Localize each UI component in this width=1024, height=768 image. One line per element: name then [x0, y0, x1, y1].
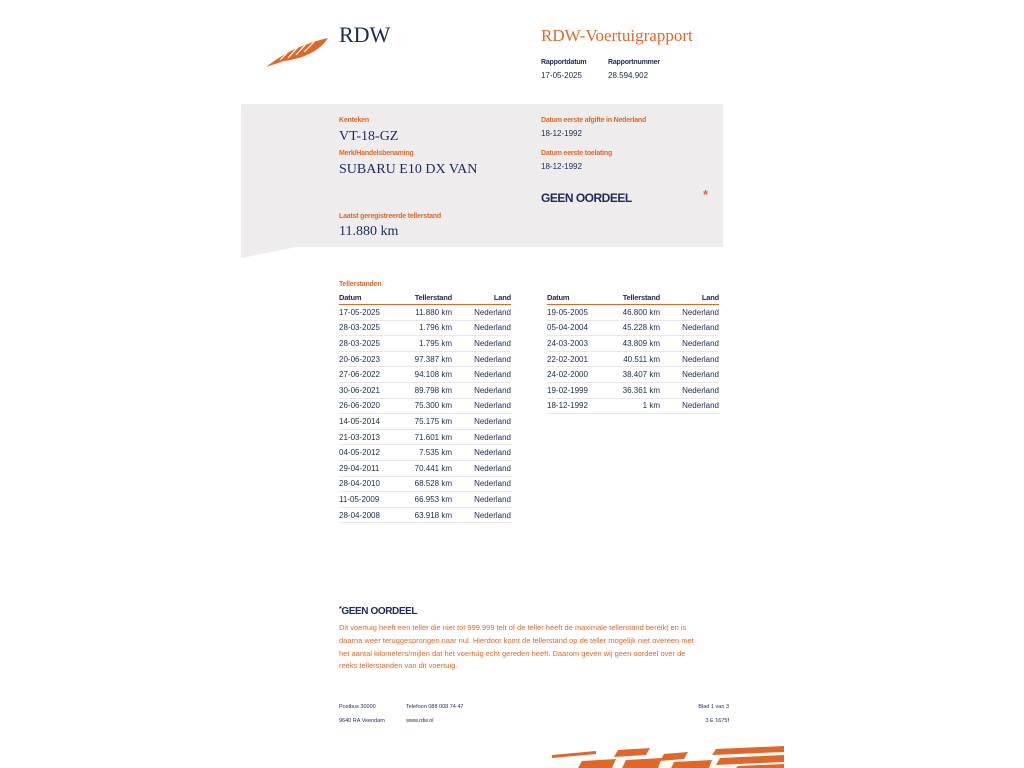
report-date-label: Rapportdatum — [541, 59, 587, 66]
table-header-row — [339, 293, 511, 305]
footer-phone: Telefoon 088 008 74 47 — [406, 704, 464, 710]
cell-reading: 46.800 km — [617, 305, 660, 321]
first-nl-value: 18-12-1992 — [541, 129, 582, 138]
cell-country: Nederland — [452, 351, 511, 367]
cell-reading: 1 km — [617, 398, 660, 414]
cell-date: 04-05-2012 — [339, 445, 409, 461]
cell-date: 20-06-2023 — [339, 351, 409, 367]
cell-reading: 1.795 km — [409, 336, 452, 352]
table-row — [339, 445, 511, 461]
make-label: Merk/Handelsbenaming — [339, 150, 414, 157]
cell-reading: 40.511 km — [617, 351, 660, 367]
first-admission-value: 18-12-1992 — [541, 162, 582, 171]
cell-reading: 75.175 km — [409, 414, 452, 430]
table-row — [339, 476, 511, 492]
cell-reading: 63.918 km — [409, 507, 452, 523]
cell-country: Nederland — [452, 414, 511, 430]
cell-country: Nederland — [660, 382, 719, 398]
first-admission-label: Datum eerste toelating — [541, 150, 613, 157]
first-nl-label: Datum eerste afgifte in Nederland — [541, 117, 647, 124]
plate-label: Kenteken — [339, 117, 369, 124]
footer-page: Blad 1 van 3 — [698, 704, 729, 710]
cell-reading: 38.407 km — [617, 367, 660, 383]
cell-country: Nederland — [452, 367, 511, 383]
cell-country: Nederland — [660, 398, 719, 414]
cell-date: 19-05-2005 — [547, 305, 617, 321]
cell-reading: 97.387 km — [409, 351, 452, 367]
cell-country: Nederland — [660, 336, 719, 352]
cell-date: 14-05-2014 — [339, 414, 409, 430]
cell-country: Nederland — [452, 398, 511, 414]
table-row — [547, 351, 719, 367]
table-row — [339, 398, 511, 414]
cell-reading: 68.528 km — [409, 476, 452, 492]
report-date-value: 17-05-2025 — [541, 71, 582, 80]
vehicle-summary-panel — [241, 104, 723, 247]
cell-reading: 1.796 km — [409, 320, 452, 336]
header-reading: Tellerstand — [617, 293, 660, 305]
cell-country: Nederland — [660, 305, 719, 321]
header-country: Land — [660, 293, 719, 305]
table-row — [339, 492, 511, 508]
report-title: RDW-Voertuigrapport — [541, 26, 693, 45]
cell-date: 28-04-2008 — [339, 507, 409, 523]
rdw-feather-logo-icon — [264, 34, 330, 70]
cell-reading: 66.953 km — [409, 492, 452, 508]
cell-date: 30-06-2021 — [339, 382, 409, 398]
cell-date: 19-02-1999 — [547, 382, 617, 398]
cell-country: Nederland — [452, 460, 511, 476]
panel-notch — [241, 246, 301, 258]
table-row — [547, 367, 719, 383]
cell-reading: 45.228 km — [617, 320, 660, 336]
header-country: Land — [452, 293, 511, 305]
cell-date: 26-06-2020 — [339, 398, 409, 414]
table-row — [339, 429, 511, 445]
note-title: GEEN OORDEEL — [341, 606, 418, 617]
cell-date: 21-03-2013 — [339, 429, 409, 445]
cell-reading: 75.300 km — [409, 398, 452, 414]
cell-country: Nederland — [452, 320, 511, 336]
cell-country: Nederland — [660, 320, 719, 336]
table-row — [339, 336, 511, 352]
cell-reading: 71.601 km — [409, 429, 452, 445]
plate-value: VT-18-GZ — [339, 129, 399, 144]
table-header-row — [547, 293, 719, 305]
cell-country: Nederland — [660, 351, 719, 367]
footer-code: 3 E 1675f — [705, 718, 729, 724]
cell-country: Nederland — [452, 336, 511, 352]
header-reading: Tellerstand — [409, 293, 452, 305]
odometer-value: 11.880 km — [339, 224, 399, 239]
cell-country: Nederland — [452, 476, 511, 492]
note-body — [339, 622, 694, 673]
verdict-text: GEEN OORDEEL — [541, 191, 632, 205]
table-row — [547, 305, 719, 321]
footer-address-line2: 9640 RA Veendam — [339, 718, 385, 724]
readings-table-left — [339, 293, 511, 523]
brand-name: RDW — [339, 22, 391, 47]
table-row — [547, 320, 719, 336]
cell-country: Nederland — [452, 507, 511, 523]
cell-country: Nederland — [452, 445, 511, 461]
cell-country: Nederland — [452, 492, 511, 508]
table-row — [339, 320, 511, 336]
readings-section-title: Tellerstanden — [339, 281, 382, 288]
cell-reading: 70.441 km — [409, 460, 452, 476]
note-line: daarna weer teruggesprongen naar nul. Hierdoor komt de tellerstand op de teller mogelijk niet overeen met — [339, 635, 694, 645]
odometer-label: Laatst geregistreerde tellerstand — [339, 213, 441, 220]
cell-date: 17-05-2025 — [339, 305, 409, 321]
cell-date: 29-04-2011 — [339, 460, 409, 476]
note-line: het aantal kilometers/mijlen dat het voertuig echt gereden heeft. Daarom geven wij geen oordeel over de — [339, 648, 686, 658]
cell-date: 05-04-2004 — [547, 320, 617, 336]
cell-date: 27-06-2022 — [339, 367, 409, 383]
footer-website: www.rdw.nl — [406, 718, 434, 724]
cell-country: Nederland — [452, 382, 511, 398]
cell-date: 28-04-2010 — [339, 476, 409, 492]
report-number-label: Rapportnummer — [608, 59, 660, 66]
cell-reading: 36.361 km — [617, 382, 660, 398]
cell-date: 11-05-2009 — [339, 492, 409, 508]
cell-country: Nederland — [452, 429, 511, 445]
header-date: Datum — [339, 293, 409, 305]
verdict-asterisk: * — [703, 187, 709, 202]
cell-date: 24-02-2000 — [547, 367, 617, 383]
cell-date: 28-03-2025 — [339, 336, 409, 352]
note-line: Dit voertuig heeft een teller die niet tot 999.999 telt of de teller heeft de maximale tellerstand bereikt en is — [339, 623, 687, 632]
cell-country: Nederland — [660, 367, 719, 383]
cell-date: 22-02-2001 — [547, 351, 617, 367]
table-row — [339, 460, 511, 476]
note-heading — [339, 606, 417, 617]
make-value: SUBARU E10 DX VAN — [339, 162, 478, 177]
readings-table-right — [547, 293, 719, 414]
table-row — [339, 507, 511, 523]
table-row — [547, 398, 719, 414]
footer-address-line1: Postbus 30000 — [339, 704, 376, 710]
cell-country: Nederland — [452, 305, 511, 321]
table-row — [339, 382, 511, 398]
header-date: Datum — [547, 293, 617, 305]
decorative-stripes-graphic-icon — [552, 746, 784, 768]
table-row — [339, 414, 511, 430]
note-line: reeks tellerstanden van dit voertuig. — [339, 661, 458, 671]
table-row — [339, 367, 511, 383]
note-asterisk: * — [339, 606, 342, 613]
cell-date: 18-12-1992 — [547, 398, 617, 414]
cell-reading: 11.880 km — [409, 305, 452, 321]
table-row — [339, 351, 511, 367]
cell-date: 24-03-2003 — [547, 336, 617, 352]
cell-reading: 43.809 km — [617, 336, 660, 352]
table-row — [339, 305, 511, 321]
table-row — [547, 382, 719, 398]
cell-reading: 7.535 km — [409, 445, 452, 461]
cell-reading: 94.108 km — [409, 367, 452, 383]
report-number-value: 28.594.902 — [608, 71, 649, 80]
table-row — [547, 336, 719, 352]
cell-date: 28-03-2025 — [339, 320, 409, 336]
cell-reading: 89.798 km — [409, 382, 452, 398]
